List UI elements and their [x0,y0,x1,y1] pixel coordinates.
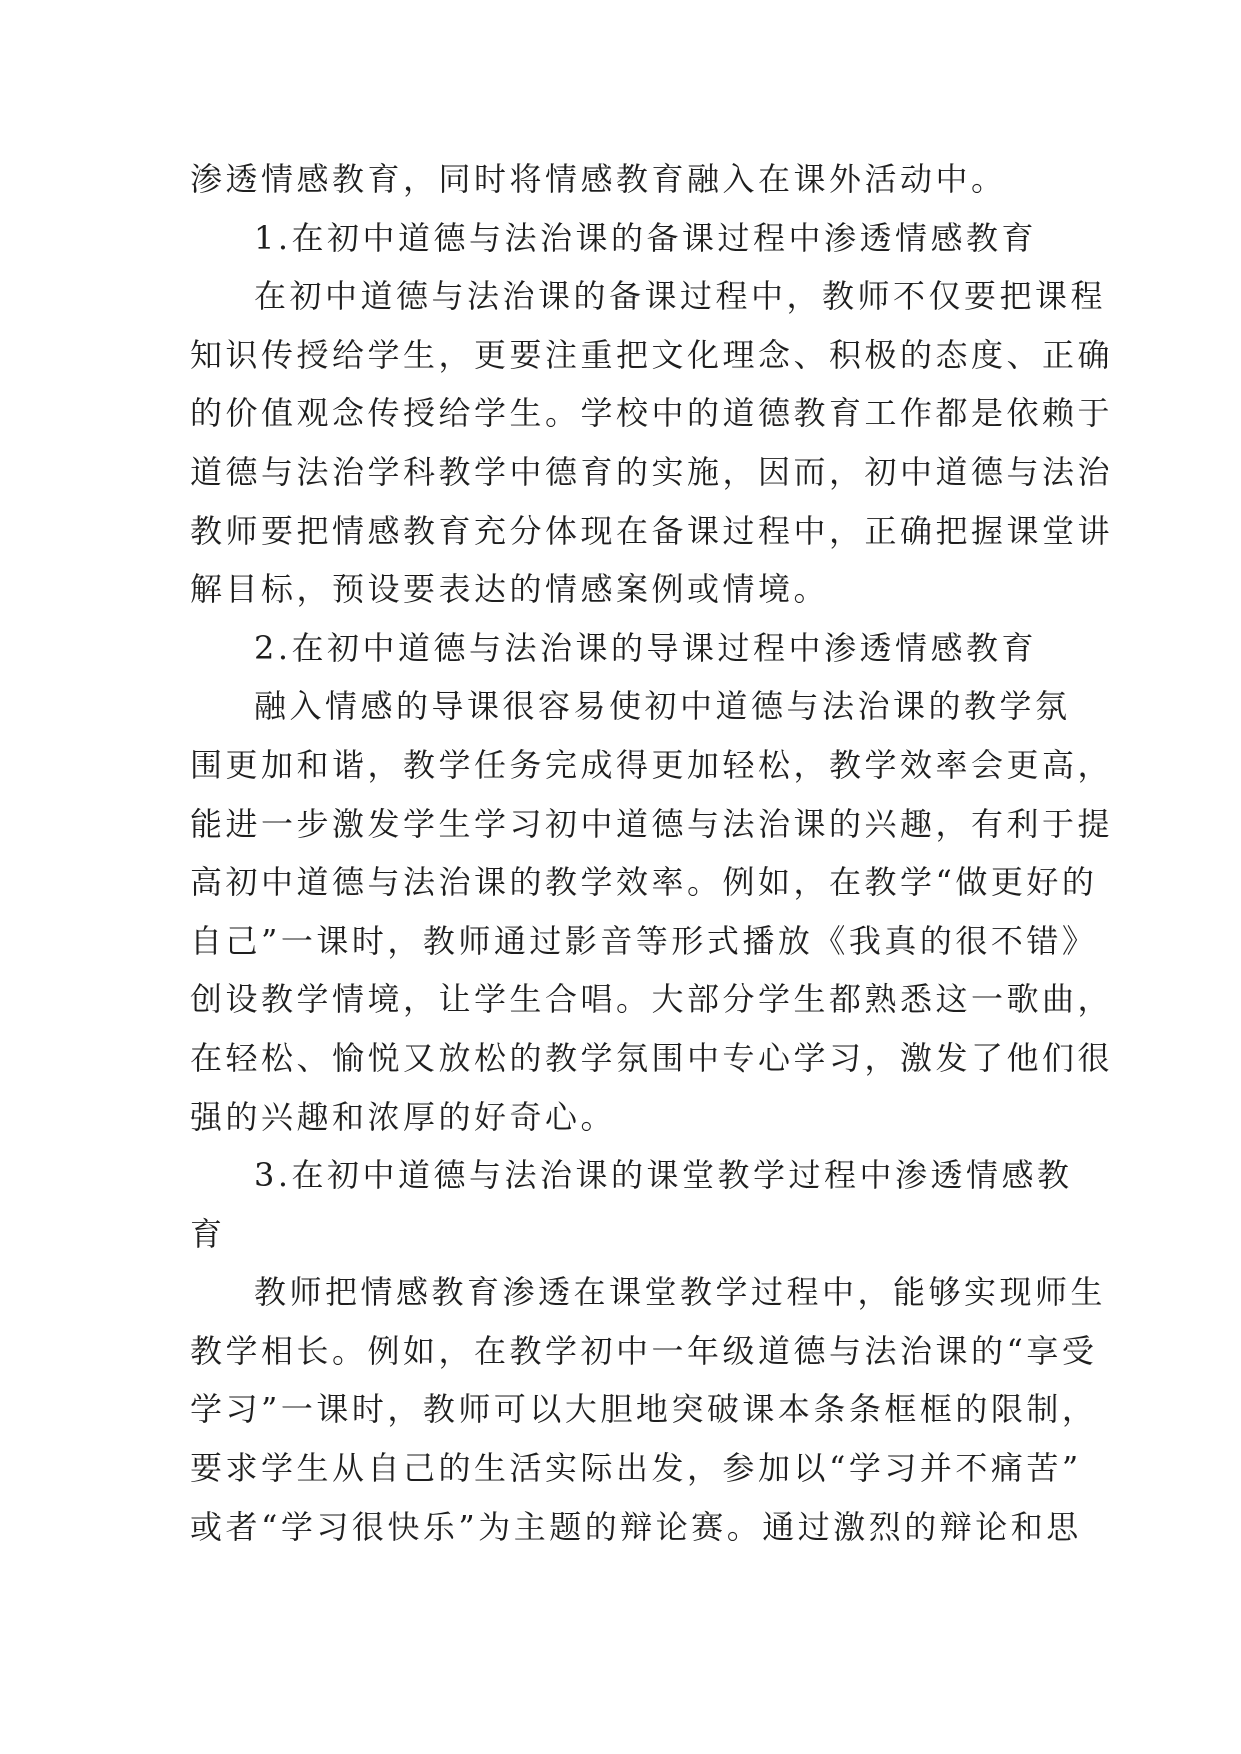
text-line: 融入情感的导课很容易使初中道德与法治课的教学氛 [254,687,1071,726]
text-line: 教学相长。例如，在教学初中一年级道德与法治课的“享受 [190,1331,1098,1370]
text-line: 育 [190,1214,226,1253]
text-line: 强的兴趣和浓厚的好奇心。 [190,1097,617,1136]
text-line: 3.在初中道德与法治课的课堂教学过程中渗透情感教 [254,1156,1073,1195]
document-body [190,150,1114,1556]
text-line: 或者“学习很快乐”为主题的辩论赛。通过激烈的辩论和思 [190,1507,1082,1546]
text-line: 高初中道德与法治课的教学效率。例如，在教学“做更好的 [190,863,1098,902]
text-line: 教师把情感教育渗透在课堂教学过程中，能够实现师生 [254,1273,1107,1312]
text-line: 1.在初中道德与法治课的备课过程中渗透情感教育 [254,218,1038,257]
text-line: 创设教学情境，让学生合唱。大部分学生都熟悉这一歌曲， [190,980,1114,1019]
text-line: 2.在初中道德与法治课的导课过程中渗透情感教育 [254,628,1038,667]
text-line: 能进一步激发学生学习初中道德与法治课的兴趣，有利于提 [190,804,1114,843]
text-line: 在轻松、愉悦又放松的教学氛围中专心学习，激发了他们很 [190,1038,1114,1077]
text-line: 道德与法治学科教学中德育的实施，因而，初中道德与法治 [190,452,1114,491]
text-line: 知识传授给学生，更要注重把文化理念、积极的态度、正确 [190,335,1114,374]
text-line: 在初中道德与法治课的备课过程中，教师不仅要把课程 [254,277,1107,316]
text-line: 渗透情感教育，同时将情感教育融入在课外活动中。 [190,160,1007,198]
text-line: 围更加和谐，教学任务完成得更加轻松，教学效率会更高， [190,745,1114,784]
text-line: 教师要把情感教育充分体现在备课过程中，正确把握课堂讲 [190,511,1114,550]
text-line: 解目标，预设要表达的情感案例或情境。 [190,570,830,609]
text-line: 自己”一课时，教师通过影音等形式播放《我真的很不错》 [190,921,1098,960]
text-line: 学习”一课时，教师可以大胆地突破课本条条框框的限制， [190,1390,1098,1429]
text-line: 的价值观念传授给学生。学校中的道德教育工作都是依赖于 [190,394,1114,433]
text-line: 要求学生从自己的生活实际出发，参加以“学习并不痛苦” [190,1449,1082,1488]
